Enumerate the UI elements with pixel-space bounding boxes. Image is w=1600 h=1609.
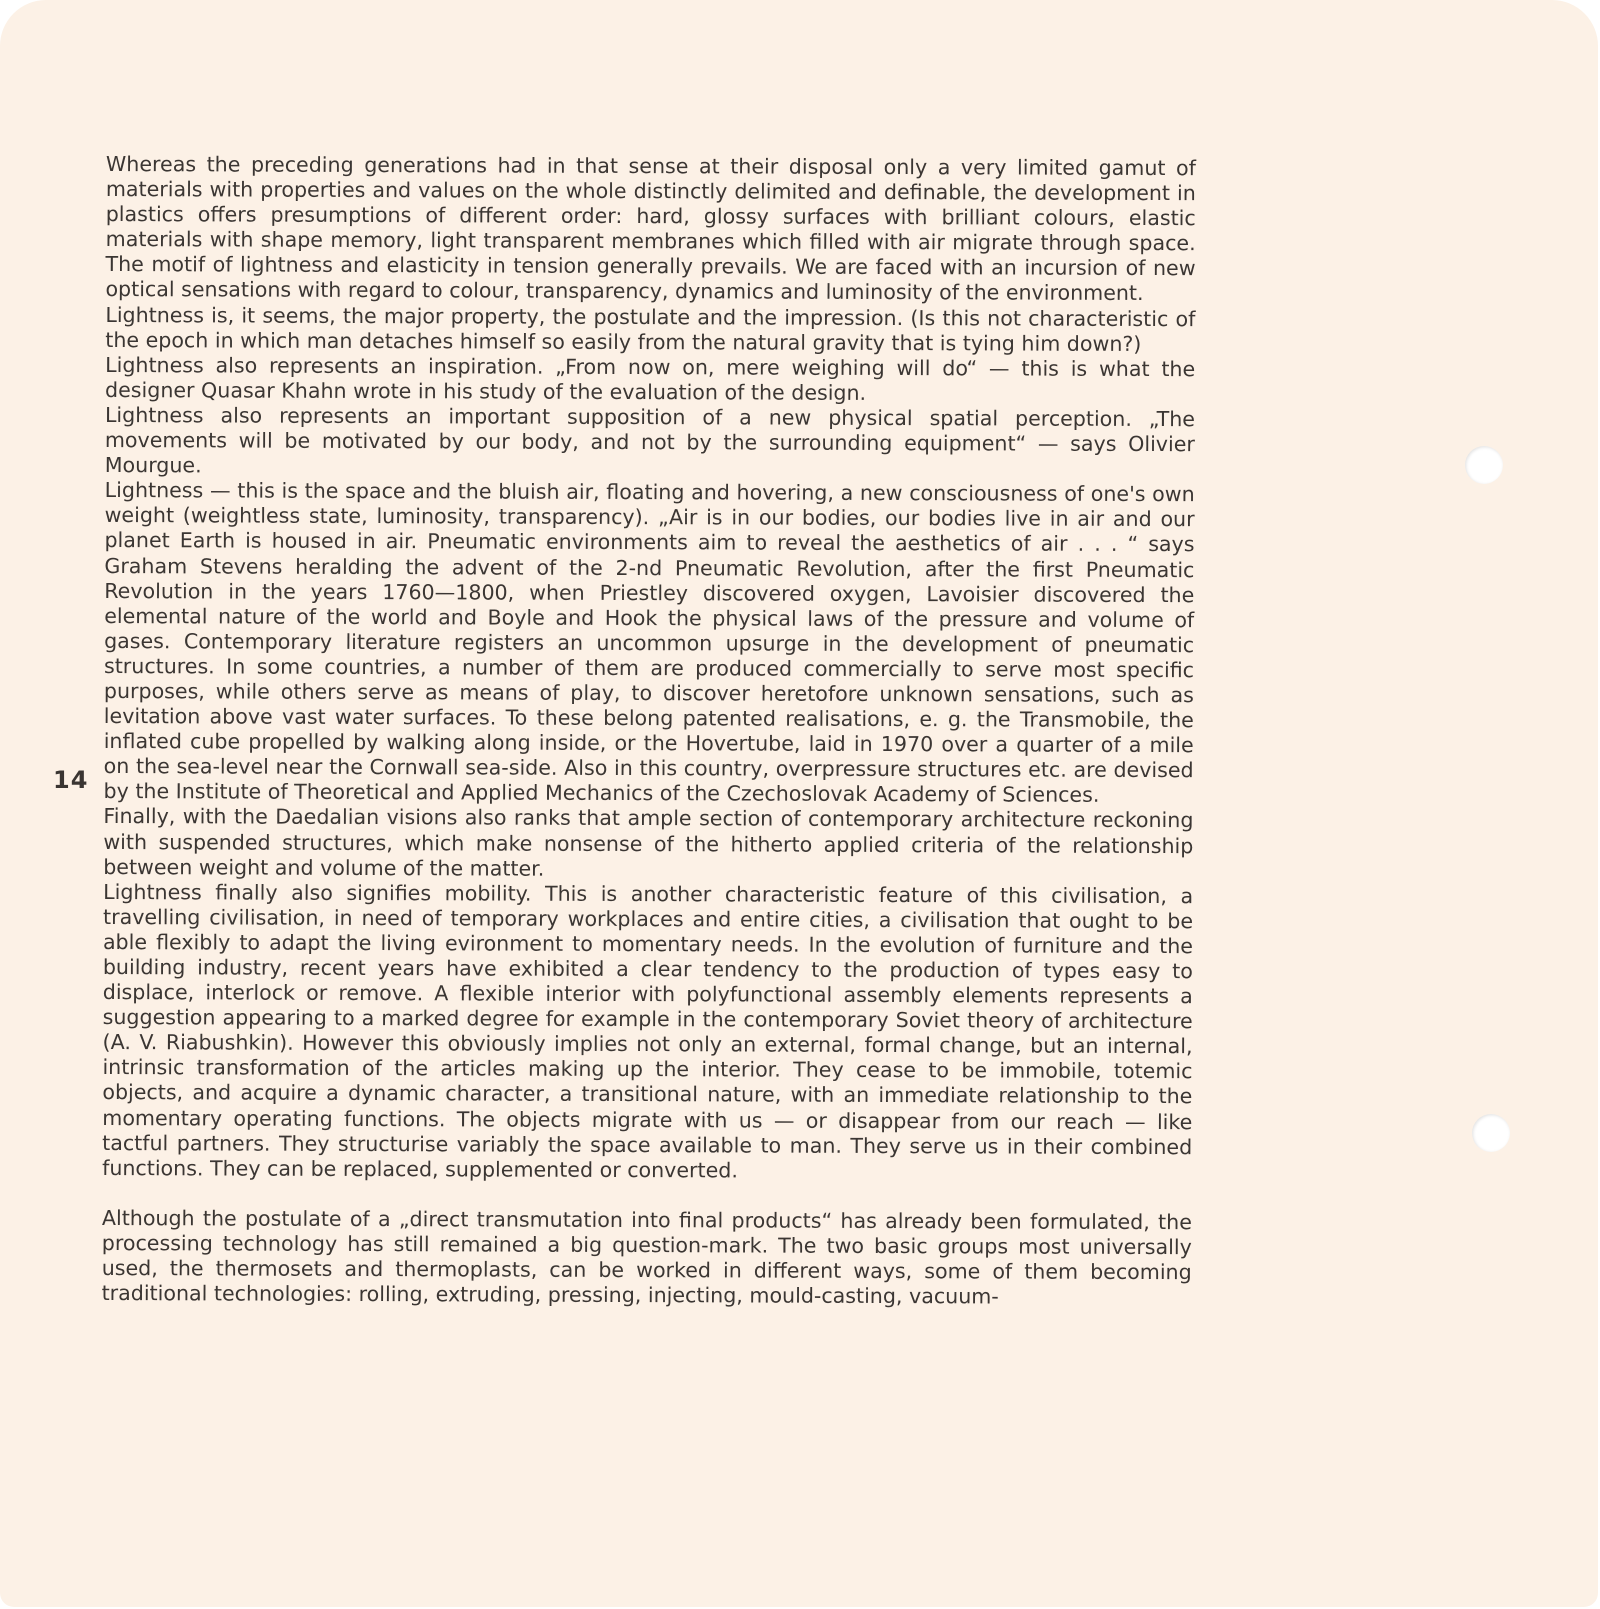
punch-hole-upper	[1465, 446, 1503, 484]
body-text	[102, 152, 1196, 1310]
paragraph-lightness-property: Lightness is, it seems, the major property, the postulate and the impression. (Is this not characteristic of the epoch in which man detaches himself so easily from the natural gravity that is tying him down?)	[105, 302, 1196, 356]
paragraph-mobility: Lightness finally also signifies mobility. This is another characteristic feature of this civilisation, a travelling civilisation, in need of temporary workplaces and entire cities, a civilisation that ought to be able flexibly to adapt the living evironment to momentary needs. In the evolution of furniture and the building industry, recent years have exhibited a clear tendency to the production of types easy to displace, interlock or remove. A flexible interior with polyfunctional assembly elements represents a suggestion appearing to a marked degree for example in the contemporary Soviet theory of architecture (A. V. Riabushkin). However this obviously implies not only an external, formal change, but an internal, intrinsic transformation of the articles making up the interior. They cease to be immobile, totemic objects, and acquire a dynamic character, a transitional nature, with an immediate relationship to the momentary operating functions. The objects migrate with us — or disappear from our reach — like tactful partners. They structurise variably the space available to man. They serve us in their combined functions. They can be replaced, supplemented or converted.	[102, 879, 1194, 1183]
paragraph-processing-technology: Although the postulate of a „direct transmutation into final products“ has already been formulated, the processing technology has still remained a big question-mark. The two basic groups most universally used, the thermosets and thermoplasts, can be worked in different ways, some of them becoming traditional technologies: rolling, extruding, pressing, injecting, mould-casting, vacuum-	[101, 1205, 1192, 1309]
page-number: 14	[53, 766, 89, 794]
paragraph-suspended-structures: Finally, with the Daedalian visions also ranks that ample section of contemporary architecture reckoning with suspended structures, which make nonsense of the hitherto applied criteria of the relationship between weight and volume of the matter.	[103, 804, 1194, 881]
paragraph-lightness-perception: Lightness also represents an important supposition of a new physical spatial perception. „The movements will be motivated by our body, and not by the surrounding equipment“ — says Olivier Mourgue.	[104, 402, 1196, 478]
paragraph-lightness-inspiration: Lightness also represents an inspiration. „From now on, mere weighing will do“ — this is what the designer Quasar Khahn wrote in his study of the evaluation of the design.	[105, 352, 1196, 405]
paragraph-materials: Whereas the preceding generations had in that sense at their disposal only a very limited gamut of materials with properties and values on the whole distinctly delimited and definable, the development in plastics offers presumptions of different order: hard, glossy surfaces with brilliant colours, elastic materials with shape memory, light transparent membranes which filled with air migrate through space. The motif of lightness and elasticity in tension generally prevails. We are faced with an incursion of new optical sensations with regard to colour, transparency, dynamics and luminosity of the environment.	[105, 152, 1196, 306]
punch-hole-lower	[1472, 1114, 1510, 1152]
paragraph-pneumatic-revolution: Lightness — this is the space and the bluish air, floating and hovering, a new consciousness of one's own weight (weightless state, luminosity, transparency). „Air is in our bodies, our bodies live in air and our planet Earth is housed in air. Pneumatic environments aim to reveal the aesthetics of air . . . “ says Graham Stevens heralding the advent of the 2-nd Pneumatic Revolution, after the first Pneumatic Revolution in the years 1760—1800, when Priestley discovered oxygen, Lavoisier discovered the elemental nature of the world and Boyle and Hook the physical laws of the pressure and volume of gases. Contemporary literature registers an uncommon upsurge in the development of pneumatic structures. In some countries, a number of them are produced commercially to serve most specific purposes, while others serve as means of play, to discover heretofore unknown sensations, such as levitation above vast water surfaces. To these belong patented realisations, e. g. the Transmobile, the inflated cube propelled by walking along inside, or the Hovertube, laid in 1970 over a quarter of a mile on the sea-level near the Cornwall sea-side. Also in this country, overpressure structures etc. are devised by the Institute of Theoretical and Applied Mechanics of the Czechoslovak Academy of Sciences.	[103, 478, 1195, 808]
